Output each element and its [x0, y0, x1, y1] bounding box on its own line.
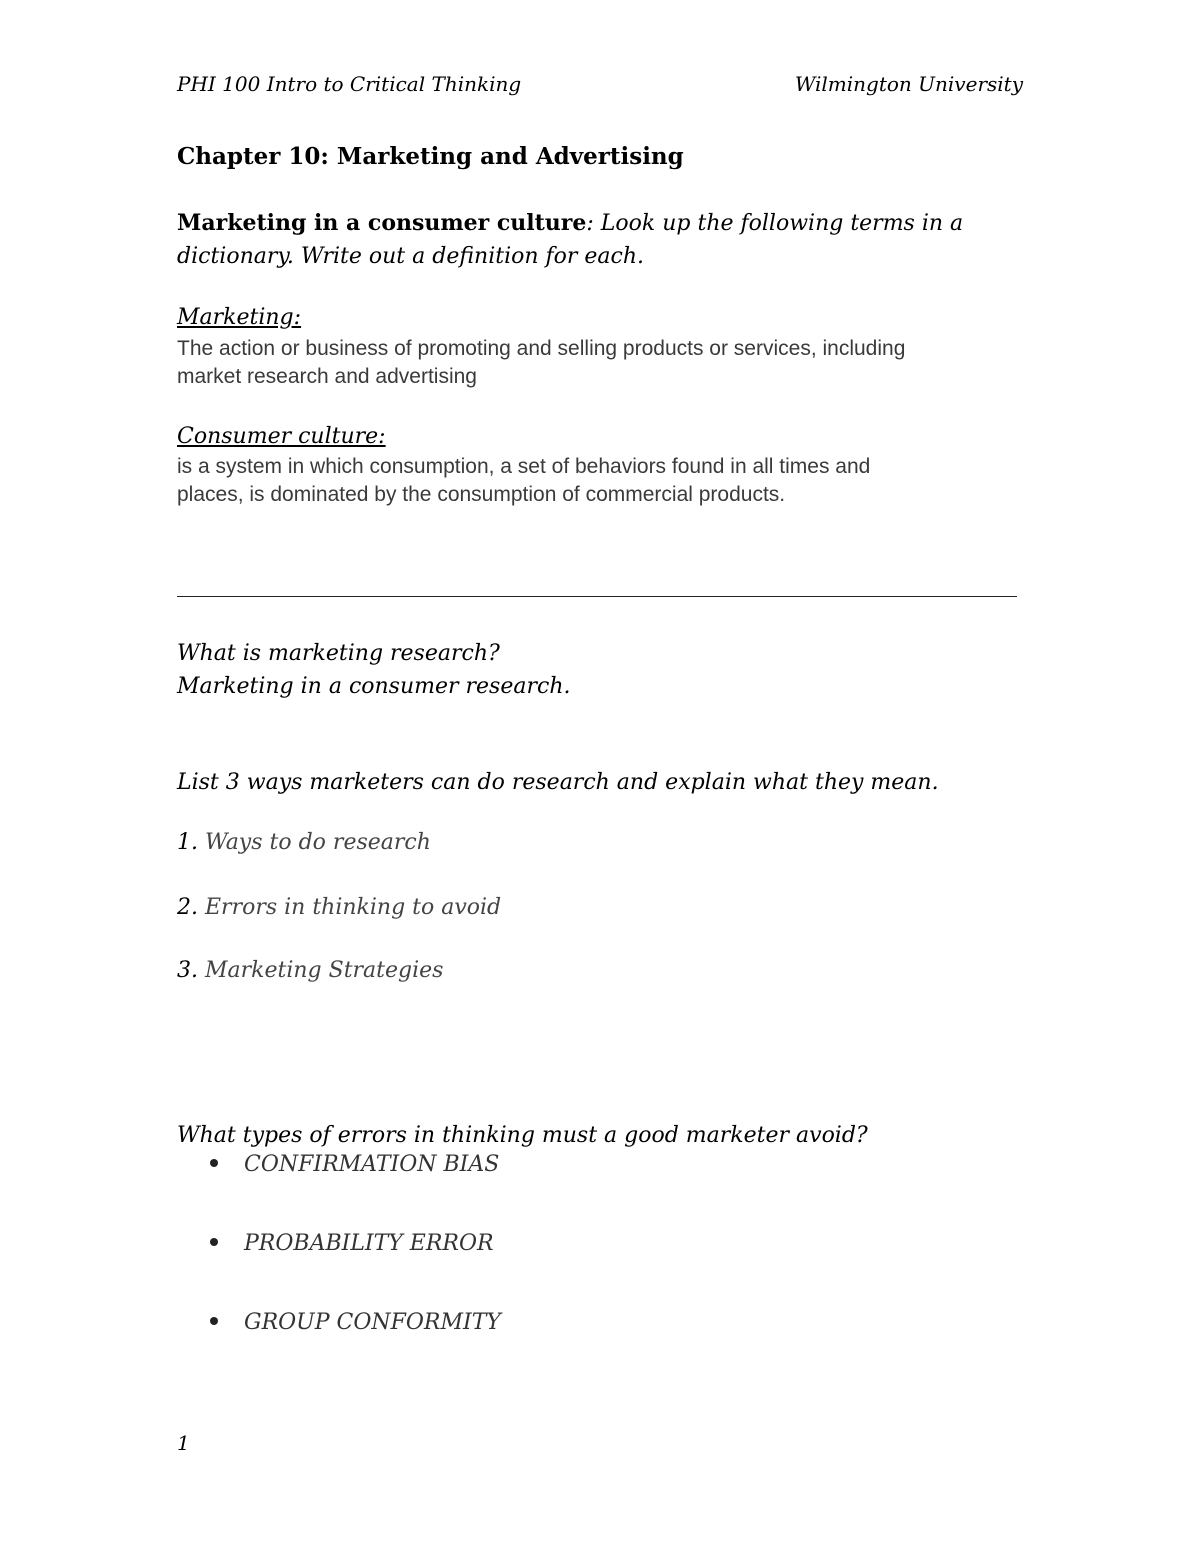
intro-instructions-line1: Look up the following terms in a [593, 211, 964, 236]
bullet-item [210, 1231, 494, 1256]
header-university: Wilmington University [794, 72, 1023, 96]
list-item-number: 1. [177, 830, 198, 855]
bullet-text: CONFIRMATION BIAS [244, 1152, 500, 1177]
list-item [177, 830, 431, 855]
intro-heading: Marketing in a consumer culture [177, 210, 587, 236]
bullet-icon [210, 1238, 218, 1246]
definition-consumer-culture-line1: is a system in which consumption, a set of behaviors found in all times and [177, 455, 871, 478]
definition-consumer-culture [177, 453, 1027, 509]
bullet-icon [210, 1159, 218, 1167]
list-item-text: Marketing Strategies [198, 958, 444, 983]
bullet-item [210, 1310, 501, 1335]
chapter-title: Chapter 10: Marketing and Advertising [177, 143, 684, 170]
question-marketing-research-text: What is marketing research? [177, 641, 500, 666]
question-research-ways: List 3 ways marketers can do research and explain what they mean. [177, 770, 939, 795]
header-course-title: PHI 100 Intro to Critical Thinking [177, 72, 522, 96]
question-marketing-research [177, 637, 571, 703]
list-item [177, 958, 443, 983]
term-consumer-culture: Consumer culture: [177, 424, 386, 449]
intro-instructions [177, 207, 1027, 273]
page-number: 1 [177, 1431, 190, 1455]
bullet-icon [210, 1317, 218, 1325]
definition-marketing [177, 335, 1027, 391]
bullet-text: PROBABILITY ERROR [244, 1231, 494, 1256]
list-item-text: Errors in thinking to avoid [198, 895, 502, 920]
definition-marketing-line2: market research and advertising [177, 365, 477, 388]
definition-marketing-line1: The action or business of promoting and selling products or services, including [177, 337, 906, 360]
definition-consumer-culture-line2: places, is dominated by the consumption of commercial products. [177, 483, 786, 506]
bullet-item [210, 1152, 499, 1177]
list-item-number: 3. [177, 958, 198, 983]
intro-instructions-line2: dictionary. Write out a definition for each. [177, 244, 645, 269]
term-marketing: Marketing: [177, 305, 302, 330]
bullet-text: GROUP CONFORMITY [244, 1310, 501, 1335]
list-item [177, 895, 501, 920]
answer-marketing-research: Marketing in a consumer research. [177, 674, 571, 699]
list-item-text: Ways to do research [198, 830, 431, 855]
horizontal-divider [177, 596, 1017, 597]
intro-colon: : [586, 211, 594, 236]
list-item-number: 2. [177, 895, 198, 920]
question-errors-in-thinking: What types of errors in thinking must a good marketer avoid? [177, 1123, 868, 1148]
